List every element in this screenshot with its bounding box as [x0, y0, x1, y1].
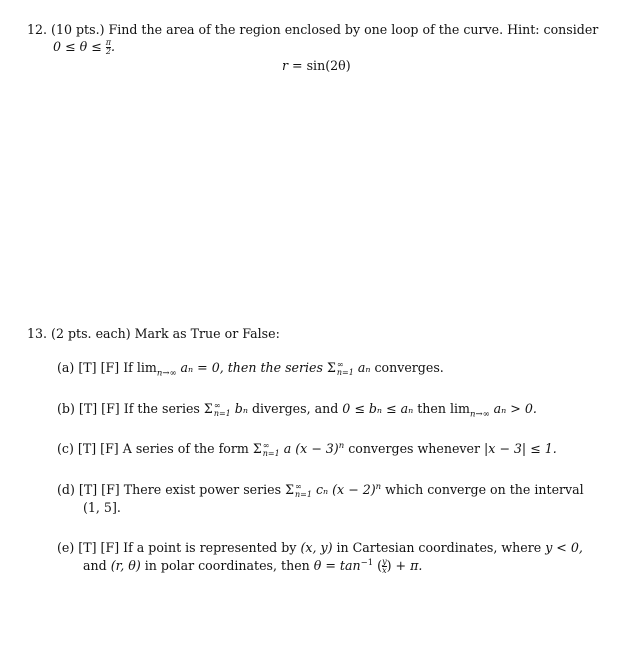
text-segment: (d) — [57, 482, 75, 497]
tf-item-e-line2: and (r, θ) in polar coordinates, then $\theta = \tan^{-1}$ ( $\frac{y}{x}$ ) + π. — [83, 557, 423, 575]
text-segment: (e) — [57, 540, 75, 555]
summation-limits — [295, 483, 312, 499]
text-segment: bₙ — [230, 401, 248, 416]
text-segment: n→∞ — [156, 368, 177, 379]
text-segment: θ = tan — [313, 558, 361, 573]
tf-item-d-line2 — [83, 500, 121, 516]
text-segment: aₙ > 0. — [489, 401, 537, 416]
summation-symbol: Σ — [203, 401, 213, 416]
text-segment: and — [83, 558, 111, 573]
text-segment: converges whenever — [344, 441, 485, 456]
text-segment: y — [382, 557, 387, 566]
text-segment: (r, θ) — [110, 558, 141, 573]
tf-item-a — [57, 360, 444, 377]
summation-symbol: Σ — [285, 482, 294, 497]
curve-formula — [282, 58, 351, 74]
text-segment: ∞ — [262, 440, 270, 450]
text-segment: (a) — [57, 360, 75, 375]
text-segment: If a point is represented by — [123, 540, 301, 555]
hint-range — [53, 39, 115, 56]
text-segment: y < 0, — [545, 540, 583, 555]
text-segment: then lim — [413, 401, 470, 416]
text-segment: converges. — [370, 360, 444, 375]
text-segment: ∞ — [295, 481, 302, 491]
text-segment: n=1 — [262, 448, 280, 458]
text-segment: = sin(2θ) — [288, 58, 351, 73]
text-segment: (c) — [57, 441, 74, 456]
true-option[interactable]: [T] — [78, 540, 97, 555]
summation-limits — [263, 442, 280, 458]
question-12-line1 — [27, 22, 598, 38]
text-segment: ∞ — [213, 400, 221, 410]
tf-item-b — [57, 401, 537, 418]
text-segment: . — [111, 39, 116, 54]
text-segment: in polar coordinates, then — [140, 558, 314, 573]
text-segment: in Cartesian coordinates, where — [332, 540, 546, 555]
text-segment: n→∞ — [469, 409, 490, 420]
true-option[interactable]: [T] — [78, 482, 98, 497]
text-segment: n — [338, 440, 345, 451]
y-over-x-fraction — [382, 558, 387, 575]
false-option[interactable]: [F] — [100, 540, 120, 555]
text-segment: 0 ≤ bₙ ≤ aₙ — [342, 401, 414, 416]
summation-symbol: Σ — [326, 360, 336, 375]
question-number: 12. — [27, 22, 48, 37]
text-segment: diverges, and — [247, 401, 343, 416]
false-option[interactable]: [F] — [101, 401, 120, 416]
text-segment: |x − 3| ≤ 1. — [484, 441, 557, 456]
text-segment: ∞ — [336, 359, 344, 369]
tf-item-c — [57, 441, 557, 458]
text-segment: a (x − 3) — [279, 441, 339, 456]
text-segment: aₙ = 0, then the series — [176, 360, 327, 375]
text-segment: r — [282, 58, 289, 73]
text-segment: (b) — [57, 401, 75, 416]
text-segment: (1, 5]. — [83, 500, 121, 515]
question-number: 13. — [27, 326, 48, 341]
text-segment: x — [382, 566, 387, 575]
text-segment: n=1 — [213, 408, 231, 418]
text-segment: n — [375, 481, 382, 492]
true-option[interactable]: [T] — [78, 401, 98, 416]
hint-math: 0 ≤ θ ≤ — [53, 39, 102, 54]
text-segment: A series of the form — [122, 441, 253, 456]
summation-limits — [214, 402, 231, 418]
text-segment: −1 — [360, 557, 374, 568]
text-segment: There exist power series — [123, 482, 286, 497]
text-segment: n=1 — [336, 367, 354, 377]
true-option[interactable]: [T] — [77, 441, 97, 456]
text-segment: n=1 — [295, 489, 312, 499]
text-segment: 2 — [105, 47, 111, 56]
text-segment: If lim — [123, 360, 157, 375]
question-text: (2 pts. each) Mark as True or False: — [51, 326, 280, 341]
text-segment: which converge on the interval — [381, 482, 584, 497]
text-segment: (x, y) — [300, 540, 333, 555]
text-segment: π — [105, 38, 111, 47]
false-option[interactable]: [F] — [100, 441, 119, 456]
summation-symbol: Σ — [252, 441, 262, 456]
text-segment: If the series — [123, 401, 204, 416]
text-segment: + π. — [391, 558, 423, 573]
text-segment: aₙ — [353, 360, 371, 375]
false-option[interactable]: [F] — [101, 482, 120, 497]
false-option[interactable]: [F] — [100, 360, 120, 375]
text-segment: cₙ (x − 2) — [311, 482, 376, 497]
question-text: (10 pts.) Find the area of the region enclosed by one loop of the curve. Hint: consider — [51, 22, 599, 37]
question-13-header — [27, 326, 280, 342]
tf-item-d — [57, 482, 584, 499]
true-option[interactable]: [T] — [78, 360, 97, 375]
tf-item-e — [57, 540, 583, 556]
summation-limits — [337, 361, 354, 377]
